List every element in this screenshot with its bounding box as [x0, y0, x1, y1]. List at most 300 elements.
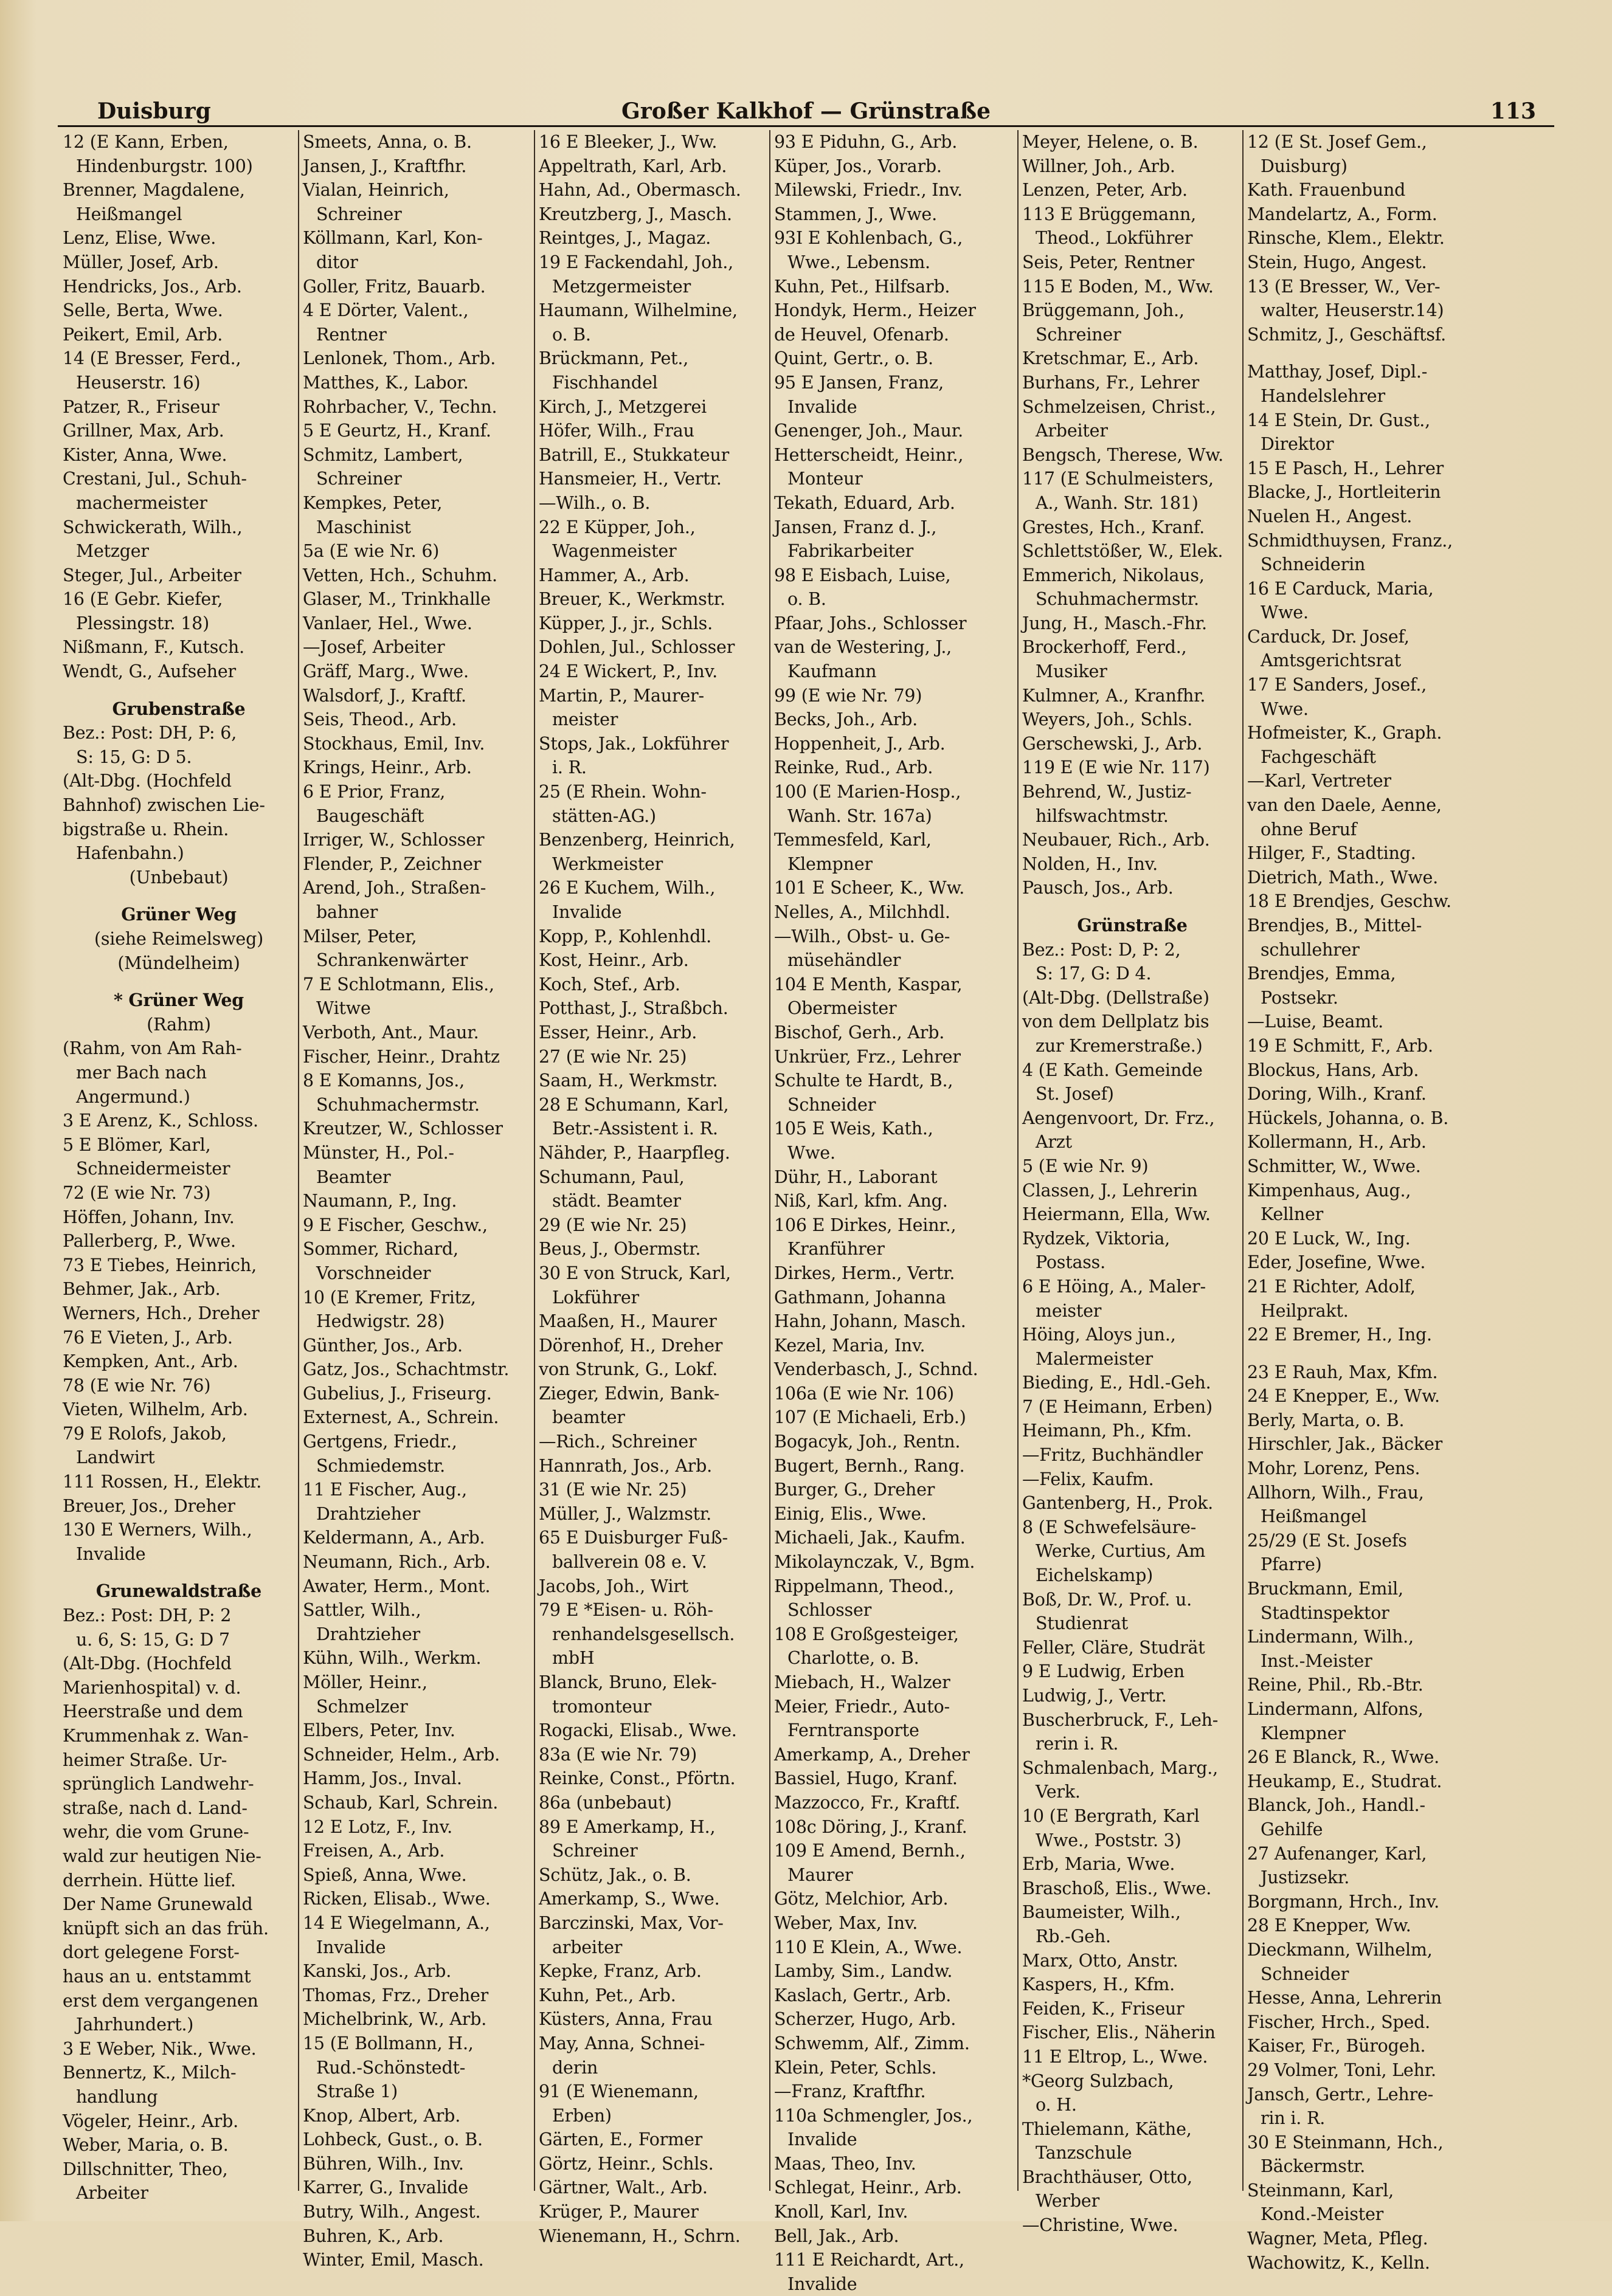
- directory-entry: Klein, Peter, Schls.: [774, 2057, 937, 2078]
- directory-entry: knüpft sich an das früh.: [63, 1918, 269, 1939]
- entry-continuation: Bäckermstr.: [1261, 2156, 1366, 2177]
- spacer: [1247, 346, 1479, 360]
- directory-entry: Hahn, Johann, Masch.: [774, 1311, 966, 1332]
- directory-entry: Walsdorf, J., Kraftf.: [303, 685, 466, 706]
- entry-continuation: städt. Beamter: [552, 1191, 681, 1212]
- directory-entry: Schütz, Jak., o. B.: [539, 1864, 691, 1885]
- directory-entry: 30 E Steinmann, Hch.,: [1247, 2132, 1444, 2153]
- directory-entry: Erb, Maria, Wwe.: [1022, 1854, 1175, 1875]
- directory-entry: —Wilh., o. B.: [539, 492, 651, 513]
- directory-entry: Bassiel, Hugo, Kranf.: [774, 1768, 958, 1789]
- directory-entry: Kopp, P., Kohlenhdl.: [539, 926, 712, 946]
- directory-entry: Sattler, Wilh.,: [303, 1600, 421, 1621]
- entry-continuation: Wwe., Poststr. 3): [1036, 1830, 1181, 1850]
- entry-continuation: Drahtzieher: [316, 1624, 420, 1644]
- directory-entry: Kirch, J., Metzgerei: [539, 396, 707, 417]
- entry-continuation: Maschinist: [316, 517, 411, 537]
- header-street-range: Großer Kalkhof — Grünstraße: [621, 98, 991, 124]
- entry-continuation: Obermeister: [787, 998, 897, 1019]
- entry-continuation: Schreiner: [316, 204, 402, 224]
- directory-entry: Martin, P., Maurer-: [539, 685, 704, 706]
- directory-entry: de Heuvel, Ofenarb.: [774, 324, 949, 345]
- directory-entry: 7 (E Heimann, Erben): [1022, 1396, 1212, 1417]
- directory-entry: *Georg Sulzbach,: [1022, 2070, 1174, 2091]
- directory-entry: 105 E Weis, Kath.,: [774, 1119, 933, 1139]
- entry-continuation: Plessingstr. 18): [76, 613, 209, 633]
- directory-entry: Mandelartz, A., Form.: [1247, 204, 1437, 224]
- spacer: [63, 1566, 295, 1579]
- directory-entry: (Rahm, von Am Rah-: [63, 1038, 242, 1059]
- entry-continuation: u. 6, S: 15, G: D 7: [76, 1629, 230, 1650]
- directory-entry: Meier, Friedr., Auto-: [774, 1696, 950, 1717]
- directory-entry: Hendricks, Jos., Arb.: [63, 276, 242, 297]
- directory-entry: van de Westering, J.,: [774, 637, 952, 658]
- entry-continuation: Wanh. Str. 167a): [787, 805, 932, 826]
- directory-entry: 100 (E Marien-Hosp.,: [774, 782, 961, 802]
- directory-entry: Beus, J., Obermstr.: [539, 1239, 701, 1260]
- directory-entry: 79 E *Eisen- u. Röh-: [539, 1600, 713, 1621]
- entry-continuation: Schreiner: [552, 1841, 638, 1861]
- directory-entry: Gertgens, Friedr.,: [303, 1432, 457, 1452]
- entry-continuation: Klempner: [787, 853, 873, 874]
- directory-entry: 14 (E Bresser, Ferd.,: [63, 348, 241, 369]
- directory-entry: Bischof, Gerh., Arb.: [774, 1022, 945, 1043]
- directory-entry: Arend, Joh., Straßen-: [303, 878, 486, 898]
- directory-entry: Blockus, Hans, Arb.: [1247, 1060, 1419, 1080]
- directory-entry: Bez.: Post: D, P: 2,: [1022, 939, 1181, 960]
- directory-entry: Neubauer, Rich., Arb.: [1022, 830, 1210, 850]
- directory-entry: Bühren, Wilh., Inv.: [303, 2153, 464, 2174]
- entry-continuation: Pfarre): [1261, 1554, 1322, 1575]
- directory-entry: Dörenhof, H., Dreher: [539, 1335, 723, 1356]
- entry-continuation: Arbeiter: [1036, 421, 1108, 441]
- directory-entry: Schmidthuysen, Franz.,: [1247, 530, 1453, 551]
- directory-entry: Bruckmann, Emil,: [1247, 1579, 1403, 1599]
- directory-entry: Jansen, Franz d. J.,: [774, 517, 937, 537]
- directory-entry: Jansch, Gertr., Lehre-: [1247, 2084, 1434, 2105]
- directory-entry: Blacke, J., Hortleiterin: [1247, 482, 1441, 503]
- directory-entry: Dieckmann, Wilhelm,: [1247, 1939, 1433, 1960]
- directory-entry: Michelbrink, W., Arb.: [303, 2009, 487, 2030]
- directory-entry: Kollermann, H., Arb.: [1247, 1132, 1427, 1153]
- directory-entry: Hesse, Anna, Lehrerin: [1247, 1988, 1442, 2008]
- directory-entry: 6 E Prior, Franz,: [303, 782, 446, 802]
- directory-entry: Emmerich, Nikolaus,: [1022, 565, 1205, 585]
- directory-entry: —Josef, Arbeiter: [303, 637, 445, 658]
- street-heading: * Grüner Weg: [113, 990, 244, 1011]
- directory-entry: Rydzek, Viktoria,: [1022, 1228, 1171, 1249]
- directory-entry: Hofmeister, K., Graph.: [1247, 723, 1442, 743]
- entry-continuation: Kranführer: [787, 1239, 885, 1260]
- directory-entry: Keldermann, A., Arb.: [303, 1528, 485, 1548]
- column-3: [539, 130, 769, 2246]
- directory-entry: Goller, Fritz, Bauarb.: [303, 276, 486, 297]
- directory-entry: Görtz, Heinr., Schls.: [539, 2153, 714, 2174]
- entry-continuation: Schneidermeister: [76, 1159, 230, 1179]
- directory-entry: Marx, Otto, Anstr.: [1022, 1950, 1178, 1971]
- directory-entry: Amerkamp, S., Wwe.: [539, 1889, 720, 1909]
- directory-entry: Elbers, Peter, Inv.: [303, 1720, 455, 1741]
- directory-entry: Schmelzeisen, Christ.,: [1022, 396, 1216, 417]
- entry-continuation: arbeiter: [552, 1937, 623, 1957]
- directory-entry: Vialan, Heinrich,: [303, 180, 449, 201]
- directory-entry: Jacobs, Joh., Wirt: [539, 1576, 689, 1596]
- entry-continuation: bahner: [316, 902, 378, 922]
- directory-entry: Kost, Heinr., Arb.: [539, 950, 689, 971]
- entry-continuation: müsehändler: [787, 950, 901, 971]
- entry-continuation: Schuhmachermstr.: [316, 1094, 480, 1115]
- directory-entry: erst dem vergangenen: [63, 1990, 258, 2011]
- directory-entry: Lindermann, Alfons,: [1247, 1699, 1423, 1719]
- entry-continuation: Kellner: [1261, 1204, 1324, 1225]
- directory-entry: Dühr, H., Laborant: [774, 1167, 938, 1187]
- directory-entry: Matthay, Josef, Dipl.-: [1247, 362, 1428, 382]
- entry-continuation: Metzgermeister: [552, 276, 691, 297]
- entry-continuation: stätten-AG.): [552, 805, 656, 826]
- directory-entry: 4 (E Kath. Gemeinde: [1022, 1060, 1203, 1080]
- directory-entry: Dietrich, Math., Wwe.: [1247, 867, 1439, 888]
- directory-entry: 31 (E wie Nr. 25): [539, 1480, 687, 1500]
- entry-continuation: Handelslehrer: [1261, 385, 1385, 406]
- directory-entry: 27 Aufenanger, Karl,: [1247, 1843, 1427, 1864]
- directory-entry: Rogacki, Elisab., Wwe.: [539, 1720, 737, 1741]
- column-1: [63, 130, 295, 2204]
- directory-entry: 24 E Wickert, P., Inv.: [539, 661, 718, 682]
- directory-entry: 19 E Schmitt, F., Arb.: [1247, 1035, 1433, 1056]
- directory-entry: Pfaar, Johs., Schlosser: [774, 613, 967, 633]
- directory-entry: 110 E Klein, A., Wwe.: [774, 1937, 963, 1957]
- entry-continuation: Vorschneider: [316, 1263, 431, 1283]
- entry-continuation: Gehilfe: [1261, 1819, 1323, 1839]
- directory-entry: Kister, Anna, Wwe.: [63, 444, 227, 465]
- directory-entry: Breuer, K., Werkmstr.: [539, 589, 725, 610]
- directory-entry: Fischer, Hrch., Sped.: [1247, 2012, 1431, 2032]
- street-heading: Grunewaldstraße: [95, 1581, 262, 1602]
- directory-entry: Kulmner, A., Kranfhr.: [1022, 685, 1206, 706]
- directory-columns: [63, 130, 1543, 2294]
- directory-entry: Glaser, M., Trinkhalle: [303, 589, 491, 610]
- directory-entry: Behmer, Jak., Arb.: [63, 1279, 221, 1300]
- directory-entry: Hückels, Johanna, o. B.: [1247, 1108, 1449, 1128]
- directory-entry: Dillschnitter, Theo,: [63, 2159, 228, 2179]
- directory-entry: Blanck, Bruno, Elek-: [539, 1672, 717, 1692]
- entry-continuation: machermeister: [76, 492, 207, 513]
- directory-entry: Pausch, Jos., Arb.: [1022, 878, 1174, 898]
- directory-entry: Brendjes, B., Mittel-: [1247, 915, 1422, 936]
- directory-entry: 16 E Bleeker, J., Ww.: [539, 132, 718, 152]
- directory-entry: 9 E Fischer, Geschw.,: [303, 1215, 488, 1235]
- directory-entry: Stockhaus, Emil, Inv.: [303, 733, 485, 754]
- directory-entry: Braschoß, Elis., Wwe.: [1022, 1878, 1212, 1898]
- directory-entry: 23 E Rauh, Max, Kfm.: [1247, 1362, 1438, 1382]
- street-note: (Mündelheim): [117, 953, 240, 973]
- directory-entry: Classen, J., Lehrerin: [1022, 1180, 1198, 1201]
- directory-entry: 115 E Boden, M., Ww.: [1022, 276, 1214, 297]
- directory-entry: May, Anna, Schnei-: [539, 2033, 705, 2053]
- directory-entry: Tekath, Eduard, Arb.: [774, 492, 955, 513]
- entry-continuation: Heißmangel: [1261, 1506, 1367, 1527]
- street-heading: Grünstraße: [1077, 915, 1188, 936]
- directory-entry: Steger, Jul., Arbeiter: [63, 565, 241, 585]
- entry-continuation: Straße 1): [316, 2081, 398, 2102]
- directory-entry: Potthast, J., Straßbch.: [539, 998, 728, 1019]
- directory-entry: 25/29 (E St. Josefs: [1247, 1530, 1407, 1551]
- entry-continuation: ditor: [316, 252, 358, 272]
- street-note: (Unbebaut): [129, 867, 229, 888]
- directory-entry: straße, nach d. Land-: [63, 1798, 247, 1818]
- entry-continuation: Invalide: [787, 2129, 857, 2150]
- directory-entry: 8 (E Schwefelsäure-: [1022, 1517, 1197, 1537]
- entry-continuation: Theod., Lokführer: [1036, 228, 1193, 249]
- entry-continuation: Lokführer: [552, 1287, 639, 1308]
- directory-entry: 95 E Jansen, Franz,: [774, 372, 944, 393]
- directory-entry: Milewski, Friedr., Inv.: [774, 180, 963, 201]
- street-heading: Grüner Weg: [121, 904, 237, 925]
- directory-entry: Neumann, Rich., Arb.: [303, 1552, 491, 1573]
- directory-entry: 15 E Pasch, H., Lehrer: [1247, 458, 1444, 478]
- directory-entry: Müller, Josef, Arb.: [63, 252, 219, 272]
- directory-entry: Hetterscheidt, Heinr.,: [774, 444, 964, 465]
- directory-entry: 17 E Sanders, Josef.,: [1247, 675, 1427, 695]
- entry-continuation: Heißmangel: [76, 204, 182, 224]
- directory-entry: Schaub, Karl, Schrein.: [303, 1792, 499, 1813]
- directory-entry: Selle, Berta, Wwe.: [63, 300, 223, 321]
- street-heading: Grubenstraße: [112, 698, 246, 719]
- directory-entry: Küsters, Anna, Frau: [539, 2009, 713, 2030]
- directory-entry: Bez.: Post: DH, P: 2: [63, 1605, 232, 1626]
- entry-continuation: ohne Beruf: [1261, 819, 1357, 839]
- directory-entry: Günther, Jos., Arb.: [303, 1335, 463, 1356]
- directory-entry: Karrer, G., Invalide: [303, 2177, 468, 2198]
- directory-entry: Schmalenbach, Marg.,: [1022, 1757, 1219, 1778]
- entry-continuation: Heilprakt.: [1261, 1300, 1349, 1321]
- directory-entry: Smeets, Anna, o. B.: [303, 132, 472, 152]
- entry-continuation: A., Wanh. Str. 181): [1036, 492, 1199, 513]
- entry-continuation: Baugeschäft: [316, 805, 424, 826]
- directory-entry: Pallerberg, P., Wwe.: [63, 1231, 236, 1252]
- directory-entry: —Felix, Kaufm.: [1022, 1469, 1154, 1489]
- directory-entry: Verboth, Ant., Maur.: [303, 1022, 479, 1043]
- entry-continuation: Rb.-Geh.: [1036, 1926, 1111, 1946]
- entry-continuation: Stadtinspektor: [1261, 1602, 1389, 1623]
- directory-entry: Kath. Frauenbund: [1247, 180, 1406, 201]
- directory-entry: Kaiser, Fr., Bürogeh.: [1247, 2036, 1426, 2056]
- directory-entry: Küper, Jos., Vorarb.: [774, 156, 942, 176]
- directory-entry: Saam, H., Werkmstr.: [539, 1070, 718, 1091]
- directory-entry: Genenger, Joh., Maur.: [774, 421, 963, 441]
- entry-continuation: Heuserstr. 16): [76, 372, 201, 393]
- directory-entry: Maaßen, H., Maurer: [539, 1311, 717, 1332]
- directory-entry: Hannrath, Jos., Arb.: [539, 1455, 712, 1476]
- directory-entry: Dohlen, Jul., Schlosser: [539, 637, 735, 658]
- directory-entry: Wienemann, H., Schrn.: [539, 2225, 741, 2246]
- directory-entry: Miebach, H., Walzer: [774, 1672, 950, 1692]
- entry-continuation: Invalide: [76, 1543, 146, 1564]
- directory-entry: Unkrüer, Frz., Lehrer: [774, 1046, 961, 1067]
- directory-entry: Meyer, Helene, o. B.: [1022, 132, 1199, 152]
- directory-entry: Appeltrath, Karl, Arb.: [539, 156, 727, 176]
- directory-entry: Grestes, Hch., Kranf.: [1022, 517, 1205, 537]
- directory-entry: Seis, Peter, Rentner: [1022, 252, 1194, 272]
- directory-entry: Vetten, Hch., Schuhm.: [303, 565, 497, 585]
- directory-entry: Heiermann, Ella, Ww.: [1022, 1204, 1211, 1225]
- directory-entry: Benzenberg, Heinrich,: [539, 830, 735, 850]
- directory-entry: Kepke, Franz, Arb.: [539, 1961, 702, 1982]
- directory-entry: sprünglich Landwehr-: [63, 1774, 254, 1794]
- header-rule: [58, 125, 1554, 127]
- directory-entry: Reintges, J., Magaz.: [539, 228, 711, 249]
- directory-entry: Gatz, Jos., Schachtmstr.: [303, 1359, 510, 1380]
- directory-entry: Schulte te Hardt, B.,: [774, 1070, 953, 1091]
- directory-entry: Kuhn, Pet., Hilfsarb.: [774, 276, 950, 297]
- directory-entry: Thomas, Frz., Dreher: [303, 1985, 489, 2005]
- directory-entry: 20 E Luck, W., Ing.: [1247, 1228, 1411, 1249]
- directory-entry: Batrill, E., Stukkateur: [539, 444, 730, 465]
- directory-entry: Götz, Melchior, Arb.: [774, 1889, 949, 1909]
- entry-continuation: S: 15, G: D 5.: [76, 746, 192, 767]
- entry-continuation: Kaufmann: [787, 661, 877, 682]
- directory-entry: Bennertz, K., Milch-: [63, 2063, 237, 2083]
- directory-entry: Köllmann, Karl, Kon-: [303, 228, 483, 249]
- page-number: 113: [1490, 98, 1536, 124]
- directory-entry: 11 E Eltrop, L., Wwe.: [1022, 2046, 1208, 2067]
- directory-entry: Naumann, P., Ing.: [303, 1191, 457, 1212]
- directory-entry: Stops, Jak., Lokführer: [539, 733, 729, 754]
- directory-entry: Lohbeck, Gust., o. B.: [303, 2129, 483, 2150]
- directory-entry: 86a (unbebaut): [539, 1792, 672, 1813]
- entry-continuation: Arbeiter: [76, 2183, 148, 2204]
- directory-entry: Rippelmann, Theod.,: [774, 1576, 954, 1596]
- directory-entry: Steinmann, Karl,: [1247, 2180, 1394, 2201]
- directory-entry: 79 E Rolofs, Jakob,: [63, 1423, 227, 1444]
- directory-entry: Zieger, Edwin, Bank-: [539, 1383, 720, 1404]
- directory-entry: Bengsch, Therese, Ww.: [1022, 444, 1223, 465]
- entry-continuation: Schrankenwärter: [316, 950, 468, 971]
- directory-entry: Blanck, Joh., Handl.-: [1247, 1795, 1425, 1816]
- entry-continuation: Schreiner: [1036, 324, 1121, 345]
- directory-entry: Mazzocco, Fr., Kraftf.: [774, 1792, 961, 1813]
- directory-entry: 65 E Duisburger Fuß-: [539, 1528, 728, 1548]
- spacer: [63, 889, 295, 903]
- directory-entry: Kretschmar, E., Arb.: [1022, 348, 1199, 369]
- entry-continuation: Schneider: [1261, 1963, 1349, 1984]
- entry-continuation: Inst.-Meister: [1261, 1650, 1372, 1671]
- directory-entry: 98 E Eisbach, Luise,: [774, 565, 951, 585]
- directory-entry: Bez.: Post: DH, P: 6,: [63, 723, 237, 743]
- directory-entry: 19 E Fackendahl, Joh.,: [539, 252, 733, 272]
- directory-entry: Breuer, Jos., Dreher: [63, 1495, 235, 1516]
- directory-entry: Münster, H., Pol.-: [303, 1142, 454, 1163]
- entry-continuation: Kond.-Meister: [1261, 2204, 1384, 2225]
- directory-entry: Bieding, E., Hdl.-Geh.: [1022, 1373, 1211, 1393]
- directory-entry: —Fritz, Buchhändler: [1022, 1445, 1203, 1466]
- directory-entry: Bugert, Bernh., Rang.: [774, 1455, 965, 1476]
- directory-entry: Maas, Theo, Inv.: [774, 2153, 916, 2174]
- entry-continuation: Fabrikarbeiter: [787, 541, 914, 562]
- directory-entry: Peikert, Emil, Arb.: [63, 324, 223, 345]
- directory-entry: —Karl, Vertreter: [1247, 771, 1391, 791]
- directory-entry: 113 E Brüggemann,: [1022, 204, 1196, 224]
- entry-continuation: Schneiderin: [1261, 554, 1366, 575]
- entry-continuation: Jahrhundert.): [76, 2015, 194, 2035]
- directory-entry: Heerstraße und dem: [63, 1701, 243, 1722]
- entry-continuation: Wwe.: [1261, 698, 1309, 719]
- entry-continuation: mer Bach nach: [76, 1062, 207, 1083]
- directory-entry: Schlegat, Heinr., Arb.: [774, 2177, 962, 2198]
- directory-entry: Lenzen, Peter, Arb.: [1022, 180, 1188, 201]
- page-header: [58, 91, 1554, 129]
- directory-entry: Kaslach, Gertr., Arb.: [774, 1985, 952, 2005]
- entry-continuation: St. Josef): [1036, 1084, 1114, 1105]
- directory-entry: wehr, die vom Grune-: [63, 1822, 249, 1843]
- entry-continuation: Witwe: [316, 998, 371, 1019]
- directory-entry: Jung, H., Masch.-Fhr.: [1022, 613, 1207, 633]
- entry-continuation: Invalide: [787, 2274, 857, 2294]
- directory-entry: Feiden, K., Friseur: [1022, 1998, 1185, 2019]
- directory-entry: 93 E Piduhn, G., Arb.: [774, 132, 958, 152]
- directory-entry: Gräff, Marg., Wwe.: [303, 661, 469, 682]
- directory-entry: Brendjes, Emma,: [1247, 964, 1396, 984]
- street-note: (siehe Reimelsweg): [94, 929, 264, 949]
- directory-entry: Esser, Heinr., Arb.: [539, 1022, 697, 1043]
- directory-entry: Vieten, Wilhelm, Arb.: [63, 1399, 248, 1420]
- directory-entry: —Christine, Wwe.: [1022, 2215, 1178, 2236]
- directory-entry: 16 E Carduck, Maria,: [1247, 578, 1434, 599]
- directory-entry: Höfer, Wilh., Frau: [539, 421, 694, 441]
- directory-entry: Schwickerath, Wilh.,: [63, 517, 243, 537]
- directory-entry: Kempken, Ant., Arb.: [63, 1351, 238, 1372]
- directory-entry: 3 E Weber, Nik., Wwe.: [63, 2038, 257, 2059]
- directory-entry: Brüggemann, Joh.,: [1022, 300, 1185, 321]
- directory-entry: Seis, Theod., Arb.: [303, 709, 457, 730]
- spacer: [1247, 1347, 1479, 1360]
- directory-entry: 22 E Küpper, Joh.,: [539, 517, 696, 537]
- directory-entry: Rinsche, Klem., Elektr.: [1247, 228, 1445, 249]
- entry-continuation: S: 17, G: D 4.: [1036, 964, 1152, 984]
- directory-entry: 5 (E wie Nr. 9): [1022, 1156, 1149, 1176]
- directory-entry: Lamby, Sim., Landw.: [774, 1961, 953, 1982]
- column-6: [1247, 130, 1479, 2273]
- directory-entry: 28 E Schumann, Karl,: [539, 1094, 729, 1115]
- directory-entry: 72 (E wie Nr. 73): [63, 1182, 211, 1203]
- entry-continuation: beamter: [552, 1407, 625, 1428]
- directory-entry: Gantenberg, H., Prok.: [1022, 1493, 1214, 1514]
- directory-entry: Nähder, P., Haarpfleg.: [539, 1142, 730, 1163]
- directory-entry: Stein, Hugo, Angest.: [1247, 252, 1427, 272]
- directory-entry: 104 E Menth, Kaspar,: [774, 974, 963, 995]
- directory-entry: Barczinski, Max, Vor-: [539, 1912, 724, 1933]
- directory-entry: haus an u. entstammt: [63, 1966, 251, 1987]
- entry-continuation: Studienrat: [1036, 1613, 1128, 1634]
- directory-entry: 108c Döring, J., Kranf.: [774, 1816, 967, 1837]
- directory-entry: 110a Schmengler, Jos.,: [774, 2105, 973, 2126]
- directory-entry: Grillner, Max, Arb.: [63, 421, 224, 441]
- directory-entry: 14 E Stein, Dr. Gust.,: [1247, 410, 1431, 430]
- directory-entry: 22 E Bremer, H., Ing.: [1247, 1325, 1432, 1345]
- entry-continuation: Wwe.: [787, 1142, 835, 1163]
- entry-continuation: o. H.: [1036, 2095, 1077, 2115]
- directory-entry: 29 (E wie Nr. 25): [539, 1215, 687, 1235]
- directory-entry: 16 (E Gebr. Kiefer,: [63, 589, 223, 610]
- directory-entry: Vögeler, Heinr., Arb.: [63, 2111, 238, 2131]
- directory-entry: Knop, Albert, Arb.: [303, 2105, 461, 2126]
- directory-entry: Borgmann, Hrch., Inv.: [1247, 1891, 1439, 1912]
- entry-continuation: Landwirt: [76, 1447, 155, 1468]
- directory-entry: Wagner, Meta, Pfleg.: [1247, 2229, 1428, 2249]
- entry-continuation: mbH: [552, 1648, 595, 1669]
- directory-entry: Wachowitz, K., Kelln.: [1247, 2252, 1430, 2273]
- entry-continuation: derin: [552, 2057, 598, 2078]
